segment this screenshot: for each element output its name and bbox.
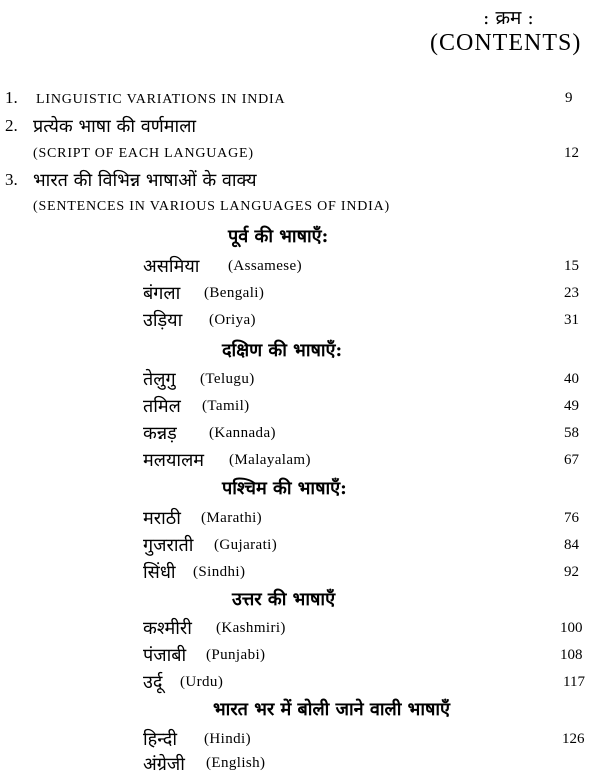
entry-page: 58 bbox=[564, 425, 579, 441]
item-1-page: 9 bbox=[565, 90, 573, 106]
item-3-number: 3. bbox=[5, 170, 18, 189]
entry-hindi: उड़िया bbox=[143, 310, 183, 331]
entry-hindi: सिंधी bbox=[143, 562, 176, 583]
entry-english: (Marathi) bbox=[201, 510, 263, 526]
entry-hindi: तेलुगु bbox=[143, 369, 176, 390]
entry-english: (Urdu) bbox=[180, 674, 224, 690]
entry-page: 92 bbox=[564, 564, 579, 580]
entry-page: 23 bbox=[564, 285, 579, 301]
title-english: (CONTENTS) bbox=[430, 30, 582, 56]
item-2-number: 2. bbox=[5, 116, 18, 135]
entry-english: (Hindi) bbox=[204, 731, 251, 747]
entry-hindi: बंगला bbox=[143, 283, 181, 304]
section-heading-west: पश्चिम की भाषाएँ: bbox=[222, 478, 347, 499]
entry-english: (Malayalam) bbox=[229, 452, 311, 468]
item-2-subtitle: (SCRIPT OF EACH LANGUAGE) bbox=[33, 146, 254, 161]
entry-english: (Kashmiri) bbox=[216, 620, 286, 636]
entry-english: (Assamese) bbox=[228, 258, 302, 274]
item-1-title: LINGUISTIC VARIATIONS IN INDIA bbox=[36, 92, 286, 107]
entry-page: 49 bbox=[564, 398, 579, 414]
entry-hindi: मराठी bbox=[143, 508, 181, 529]
section-heading-east: पूर्व की भाषाएँ: bbox=[228, 226, 329, 247]
entry-hindi: अंग्रेजी bbox=[143, 754, 185, 775]
entry-english: (Telugu) bbox=[200, 371, 255, 387]
entry-hindi: पंजाबी bbox=[143, 645, 187, 666]
entry-page: 67 bbox=[564, 452, 579, 468]
entry-english: (Sindhi) bbox=[193, 564, 246, 580]
entry-page: 31 bbox=[564, 312, 579, 328]
section-heading-all-india: भारत भर में बोली जाने वाली भाषाएँ bbox=[213, 699, 451, 720]
entry-english: (Oriya) bbox=[209, 312, 256, 328]
entry-page: 100 bbox=[560, 620, 583, 636]
entry-hindi: कश्मीरी bbox=[143, 618, 192, 639]
entry-hindi: असमिया bbox=[143, 256, 200, 277]
entry-hindi: मलयालम bbox=[143, 450, 205, 471]
item-3-subtitle: (SENTENCES IN VARIOUS LANGUAGES OF INDIA) bbox=[33, 199, 391, 214]
entry-english: (Kannada) bbox=[209, 425, 276, 441]
item-2-title: प्रत्येक भाषा की वर्णमाला bbox=[33, 116, 197, 137]
entry-page: 15 bbox=[564, 258, 579, 274]
entry-hindi: हिन्दी bbox=[143, 729, 178, 750]
item-1-number: 1. bbox=[5, 88, 18, 107]
entry-hindi: उर्दू bbox=[143, 672, 163, 693]
entry-english: (Punjabi) bbox=[206, 647, 266, 663]
entry-page: 126 bbox=[562, 731, 585, 747]
entry-hindi: कन्नड़ bbox=[143, 423, 177, 444]
entry-english: (Bengali) bbox=[204, 285, 265, 301]
entry-english: (Tamil) bbox=[202, 398, 250, 414]
entry-page: 117 bbox=[563, 674, 585, 690]
section-heading-north: उत्तर की भाषाएँ bbox=[232, 589, 336, 610]
item-2-page: 12 bbox=[564, 145, 579, 161]
entry-page: 76 bbox=[564, 510, 579, 526]
entry-page: 108 bbox=[560, 647, 583, 663]
section-heading-south: दक्षिण की भाषाएँ: bbox=[222, 340, 343, 361]
entry-page: 40 bbox=[564, 371, 579, 387]
entry-hindi: गुजराती bbox=[143, 535, 194, 556]
item-3-title: भारत की विभिन्न भाषाओं के वाक्य bbox=[33, 170, 257, 191]
entry-english: (Gujarati) bbox=[214, 537, 278, 553]
entry-hindi: तमिल bbox=[143, 396, 181, 417]
entry-english: (English) bbox=[206, 755, 266, 771]
title-hindi: : क्रम : bbox=[483, 7, 534, 29]
entry-page: 84 bbox=[564, 537, 579, 553]
